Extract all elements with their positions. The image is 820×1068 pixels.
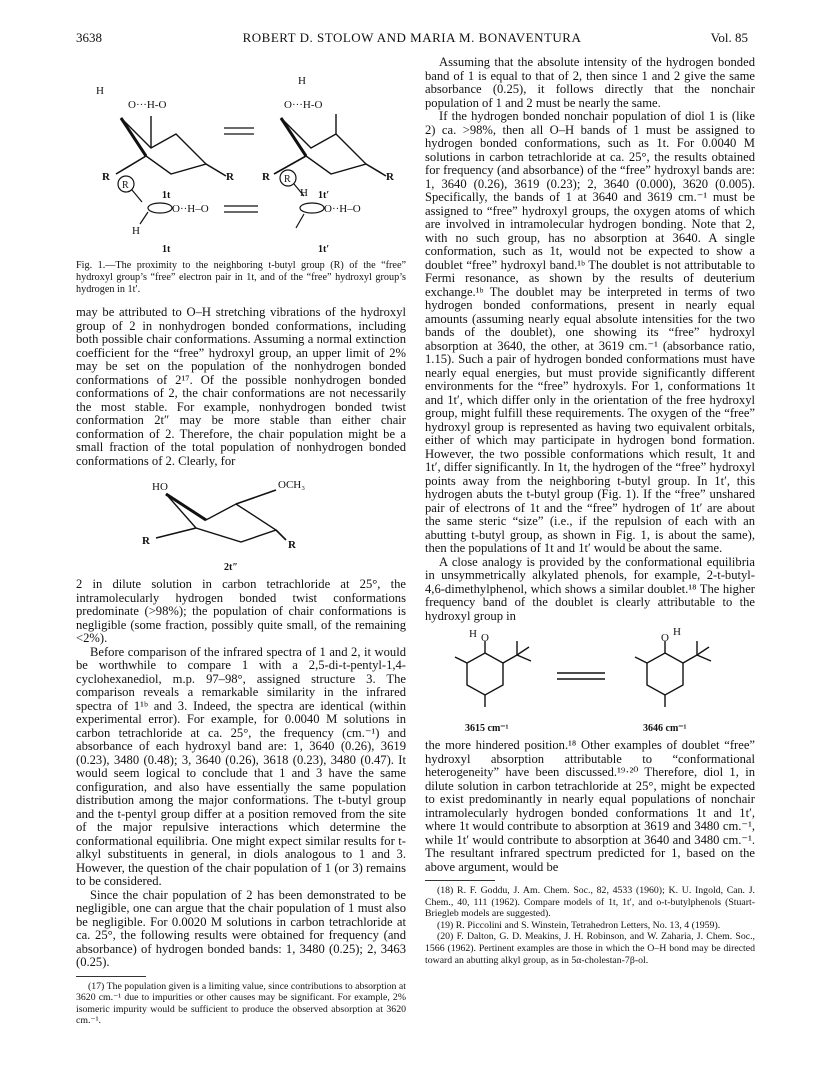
footnote-20: (20) F. Dalton, G. D. Meakins, J. H. Robinson, and W. Zaharia, J. Chem. Soc., 1566 (1962). Pertinent examples are those in which the O–H bond may be directed toward an abutting alkyl group, as in 5α-cholestan-7β-ol.	[425, 931, 755, 966]
footnote-17: (17) The population given is a limiting value, since contributions to absorption at 3620 cm.⁻¹ due to impurities or other causes may be significant. For example, 2% isomeric impurity would be sufficient to produce the observed absorption at 3620 cm.⁻¹.	[76, 980, 406, 1027]
left-footnotes	[76, 981, 406, 1027]
left-column	[76, 56, 406, 1027]
fig1-h-label: H	[96, 85, 104, 97]
left-paragraph-1: may be attributed to O–H stretching vibrations of the hydroxyl group of 2 in nonhydrogen bonded conformations, including both possible chair conformations. Assuming a normal extinction coefficient for the “free” hydroxyl group, an upper limit of 2% may be set on the population of the nonhydrogen bonded conformations of 2¹⁷. Of the possible nonhydrogen bonded conformations of 2, the chair conformations are not necessarily the most stable. For example, nonhydrogen bonded twist conformation 2t″ may be more stable than either chair conformation of 2. Therefore, the chair population might be a small fraction of the total population of nonhydrogen bonded conformations of 2. Clearly, for	[76, 305, 406, 468]
page-number: 3638	[76, 30, 102, 45]
footnote-19: (19) R. Piccolini and S. Winstein, Tetrahedron Letters, No. 13, 4 (1959).	[437, 919, 721, 931]
fig1-r-circle-a: R	[122, 180, 129, 191]
phenol-left-h: H	[469, 628, 477, 640]
fig1-r-label-b: R	[226, 171, 234, 183]
right-paragraph-4: the more hindered position.¹⁸ Other examples of doublet “free” hydroxyl absorption attributable to “conformational heterogeneity” have been discussed.¹⁹·²⁰ Therefore, diol 1, in dilute solution in carbon tetrachloride at 25°, might be expected to exist predominantly in nearly equal populations of nonchair intramolecularly hydrogen bonded conformations 1t and 1t′, where 1t would contribute to absorption at 3619 and 3480 cm.⁻¹, while 1t′ would contribute to absorption at 3640 and 3480 cm.⁻¹. The resultant infrared spectrum predicted for 1, based on the above argument, would be	[425, 738, 755, 874]
right-paragraph-3: A close analogy is provided by the conformational equilibria in unsymmetrically alkylated phenols, for example, 2-t-butyl-4,6-dimethylphenol, which shows a similar doublet.¹⁸ The higher frequency band of the doublet is clearly attributable to the hydroxyl group in	[425, 554, 755, 623]
fig1-r-label-a: R	[102, 171, 110, 183]
left-paragraph-3: Before comparison of the infrared spectra of 1 and 2, it would be worthwhile to compare 1 with a 2,5-di-t-pentyl-1,4-cyclohexanediol, m.p. 97–98°, assigned structure 3. The comparison reveals a remarkable similarity in the infrared spectra of 1¹ᵇ and 3. Indeed, the spectra are identical (within experimental error). For example, for 0.0040 M solutions in carbon tetrachloride at ca. 25°, the frequency (cm.⁻¹) and absorbance of each hydroxyl band are: 1, 3640 (0.26), 3619 (0.23), 3480 (0.48); 3, 3640 (0.26), 3618 (0.23), 3480 (0.47). It would seem logical to conclude that 1 and 3 have the same configuration, and also have essentially the same population distribution among the major conformations. The t-butyl group and the t-pentyl group differ at a position removed from the site of the major repulsive interactions which determine the conformational equilibria. One might expect similar results for t-alkyl substituents in general, in diols analogous to 1 and 3. However, the question of the chair population of 1 (or 3) remains to be considered.	[76, 644, 406, 888]
fig1-oh-label-b: O···H-O	[284, 99, 323, 111]
fig1-oh-bottom-b: O··H–O	[324, 203, 361, 215]
footnote-18: (18) R. F. Goddu, J. Am. Chem. Soc., 82, 4533 (1960); K. U. Ingold, Can. J. Chem., 40, 111 (1962). Compare models of 1t, 1t′, and o-t-butylphenols (Stuart-Briegleb models are suggested).	[425, 885, 755, 920]
left-paragraph-2: 2 in dilute solution in carbon tetrachloride at 25°, the intramolecularly hydrogen bonded twist conformations predominate (>98%); the population of chair conformations is negligible (some fraction, possibly quite small, of the remaining <2%).	[76, 577, 406, 645]
figure-phenol-structures	[425, 623, 755, 739]
fig1-r-label-c: R	[262, 171, 270, 183]
right-footnotes	[425, 885, 755, 966]
right-paragraph-1: Assuming that the absolute intensity of the hydrogen bonded band of 1 is equal to that of 2, then since 1 and 2 give the same absorbance (0.25), it follows directly that the nonchair population of 1 and 2 must be nearly the same.	[425, 55, 755, 110]
fig1-label-1t-top: 1t	[162, 190, 171, 201]
running-title: ROBERT D. STOLOW AND MARIA M. BONAVENTURA	[242, 30, 582, 45]
figure-1-caption: Fig. 1.—The proximity to the neighboring t-butyl group (R) of the “free” hydroxyl group’s “free” electron pair in 1t, and of the “free” hydroxyl group’s hydrogen in 1t′.	[76, 260, 406, 295]
phenol-left-o: O	[481, 632, 489, 644]
footnote-rule-left	[76, 976, 146, 977]
footnote-rule-right	[425, 880, 495, 881]
left-paragraph-4: Since the chair population of 2 has been demonstrated to be negligible, one can argue that the chair population of 1 must also be negligible. For 0.0020 M solutions in carbon tetrachloride at ca. 25°, the following results were obtained for frequency (and absorbance) of hydrogen bonded bands: 1, 3480 (0.25); 2, 3463 (0.25).	[76, 887, 406, 969]
fig1-h-bottom-b: H	[300, 187, 308, 199]
fig1-h-label-b: H	[298, 75, 306, 87]
fig2t-ho-label: HO	[152, 481, 168, 493]
figure-1-structures	[76, 56, 406, 256]
page-header	[76, 30, 748, 50]
phenol-right-o: O	[661, 632, 669, 644]
fig1-label-1tp-bottom: 1t′	[318, 244, 330, 255]
phenol-right-frequency: 3646 cm⁻¹	[643, 723, 687, 734]
fig2t-label: 2t″	[224, 562, 238, 573]
fig1-oh-label-a: O···H-O	[128, 99, 167, 111]
phenol-right-h: H	[673, 626, 681, 638]
fig1-h-bottom-a: H	[132, 225, 140, 237]
fig1-oh-bottom-a: O··H–O	[172, 203, 209, 215]
fig1-r-circle-b: R	[284, 174, 291, 185]
fig1-r-label-d: R	[386, 171, 394, 183]
fig2t-r-left: R	[142, 535, 150, 547]
phenol-left-frequency: 3615 cm⁻¹	[465, 723, 509, 734]
fig2t-r-right: R	[288, 539, 296, 551]
fig1-label-1t-bottom: 1t	[162, 244, 171, 255]
fig1-label-1tp-top: 1t′	[318, 190, 330, 201]
volume-number: Vol. 85	[710, 30, 748, 45]
right-paragraph-2: If the hydrogen bonded nonchair population of diol 1 is (like 2) ca. >98%, then all O–H bands of 1 must be assigned to hydrogen bonded conformations, such as 1t. For 0.0040 M solutions in carbon tetrachloride at ca. 25°, the results obtained for frequency (and absorbance) of the “free” hydroxyl bands are: 1, 3640 (0.26), 3619 (0.23); 2, 3640 (0.000), 3620 (0.005). Specifically, the bands of 1 at 3640 and 3619 cm.⁻¹ must be assigned to “free” hydroxyl groups, the oxygen atoms of which are involved in intramolecular hydrogen bonding. Note that 2, with no such group, has no absorption at 3640. A single conformation, such as 1t, would not be expected to show a doublet “free” hydroxyl band.¹ᵇ The doublet is not attributable to Fermi resonance, as shown by the results of deuterium exchange.¹ᵇ The doublet may be interpreted in terms of two hydrogen bonded conformations, present in nearly equal amounts (assuming nearly equal absolute intensities for the two bands of the doublet), one showing its “free” hydroxyl absorption at 3640, the other, at 3619 cm.⁻¹ (absorbance ratio, 1.15). Such a pair of hydrogen bonded conformations must have nearly equal energies, but must provide significantly different environments for the “free” hydroxyls. For 1, conformations 1t and 1t′, which differ only in the orientation of the free hydroxyl group, might fulfill these requirements. The oxygen of the “free” hydroxyl group is represented as having two equivalent orbitals, either of which may participate in hydrogen bond formation. However, the two possible conformations which result, 1t and 1t′, differ significantly. In 1t, the hydrogen of the “free” hydroxyl points away from the neighboring t-butyl group. In 1t′, this hydrogen abuts the t-butyl group (Fig. 1). If the “free” unshared pair of electrons of 1t and the “free” hydrogen of 1t′ are about the same steric “size” (i.e., if the repulsion of each with an abutting t-butyl group, as shown in Fig. 1, is about the same), then the populations of 1t and 1t′ would be about the same.	[425, 109, 755, 555]
right-column	[425, 56, 755, 966]
fig2t-och3-label: OCH₃	[278, 479, 306, 491]
figure-2t-structure	[76, 468, 406, 578]
